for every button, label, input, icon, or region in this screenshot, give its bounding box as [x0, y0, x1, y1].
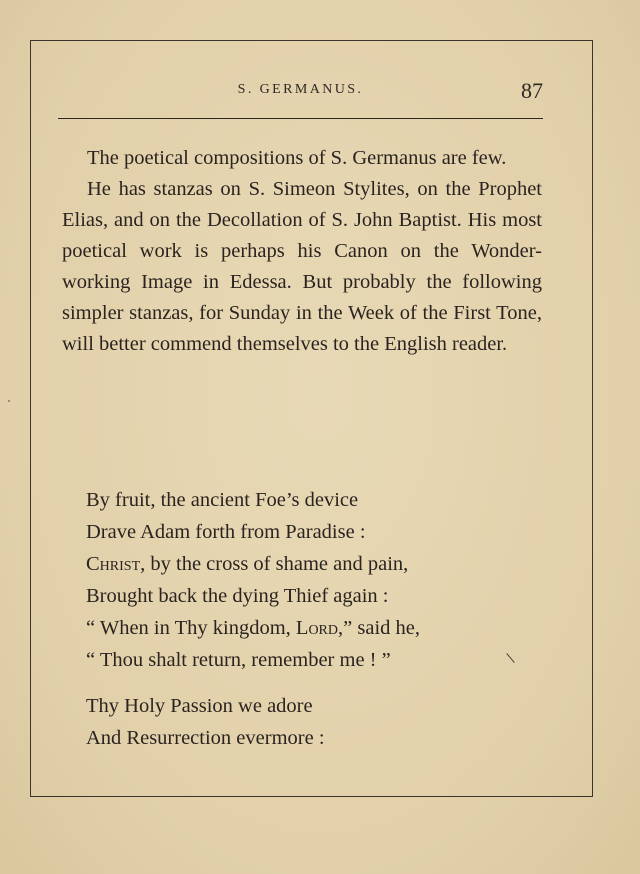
page-header — [58, 78, 543, 110]
running-head: S. GERMANUS. — [237, 82, 364, 97]
small-caps-name: Christ — [86, 553, 141, 575]
header-rule — [58, 118, 543, 119]
verse-line-text: “ When in Thy kingdom, — [86, 617, 296, 639]
verse-line: Brought back the dying Thief again : — [86, 585, 389, 607]
verse-line — [86, 612, 546, 644]
verse-line-text: ,” said he, — [338, 617, 420, 639]
small-caps-name: Lord — [295, 617, 339, 639]
page-number: 87 — [521, 78, 543, 103]
verse-line: By fruit, the ancient Foe’s device — [86, 489, 359, 511]
stanza — [86, 690, 546, 754]
verse-line: “ Thou shalt return, remember me ! ” — [86, 649, 391, 671]
hymn-verse — [86, 484, 546, 768]
paragraph: The poetical compositions of S. Germanus are few. — [87, 147, 507, 169]
paper-speck — [8, 400, 10, 402]
verse-line: Drave Adam forth from Paradise : — [86, 521, 366, 543]
verse-line-text: , by the cross of shame and pain, — [140, 553, 409, 575]
verse-line: And Resurrection evermore : — [86, 727, 325, 749]
verse-line — [86, 548, 546, 580]
stanza — [86, 484, 546, 676]
verse-line: Thy Holy Passion we adore — [86, 695, 313, 717]
body-text — [62, 143, 542, 360]
paragraph: He has stanzas on S. Simeon Stylites, on the Prophet Elias, and on the Decollation of S. John Baptist. His most poetical work is perhaps his Canon on the Wonder-working Image in Edessa. But probably the following simpler stanzas, for Sunday in the Week of the First Tone, will better commend themselves to the English reader. — [62, 178, 542, 355]
